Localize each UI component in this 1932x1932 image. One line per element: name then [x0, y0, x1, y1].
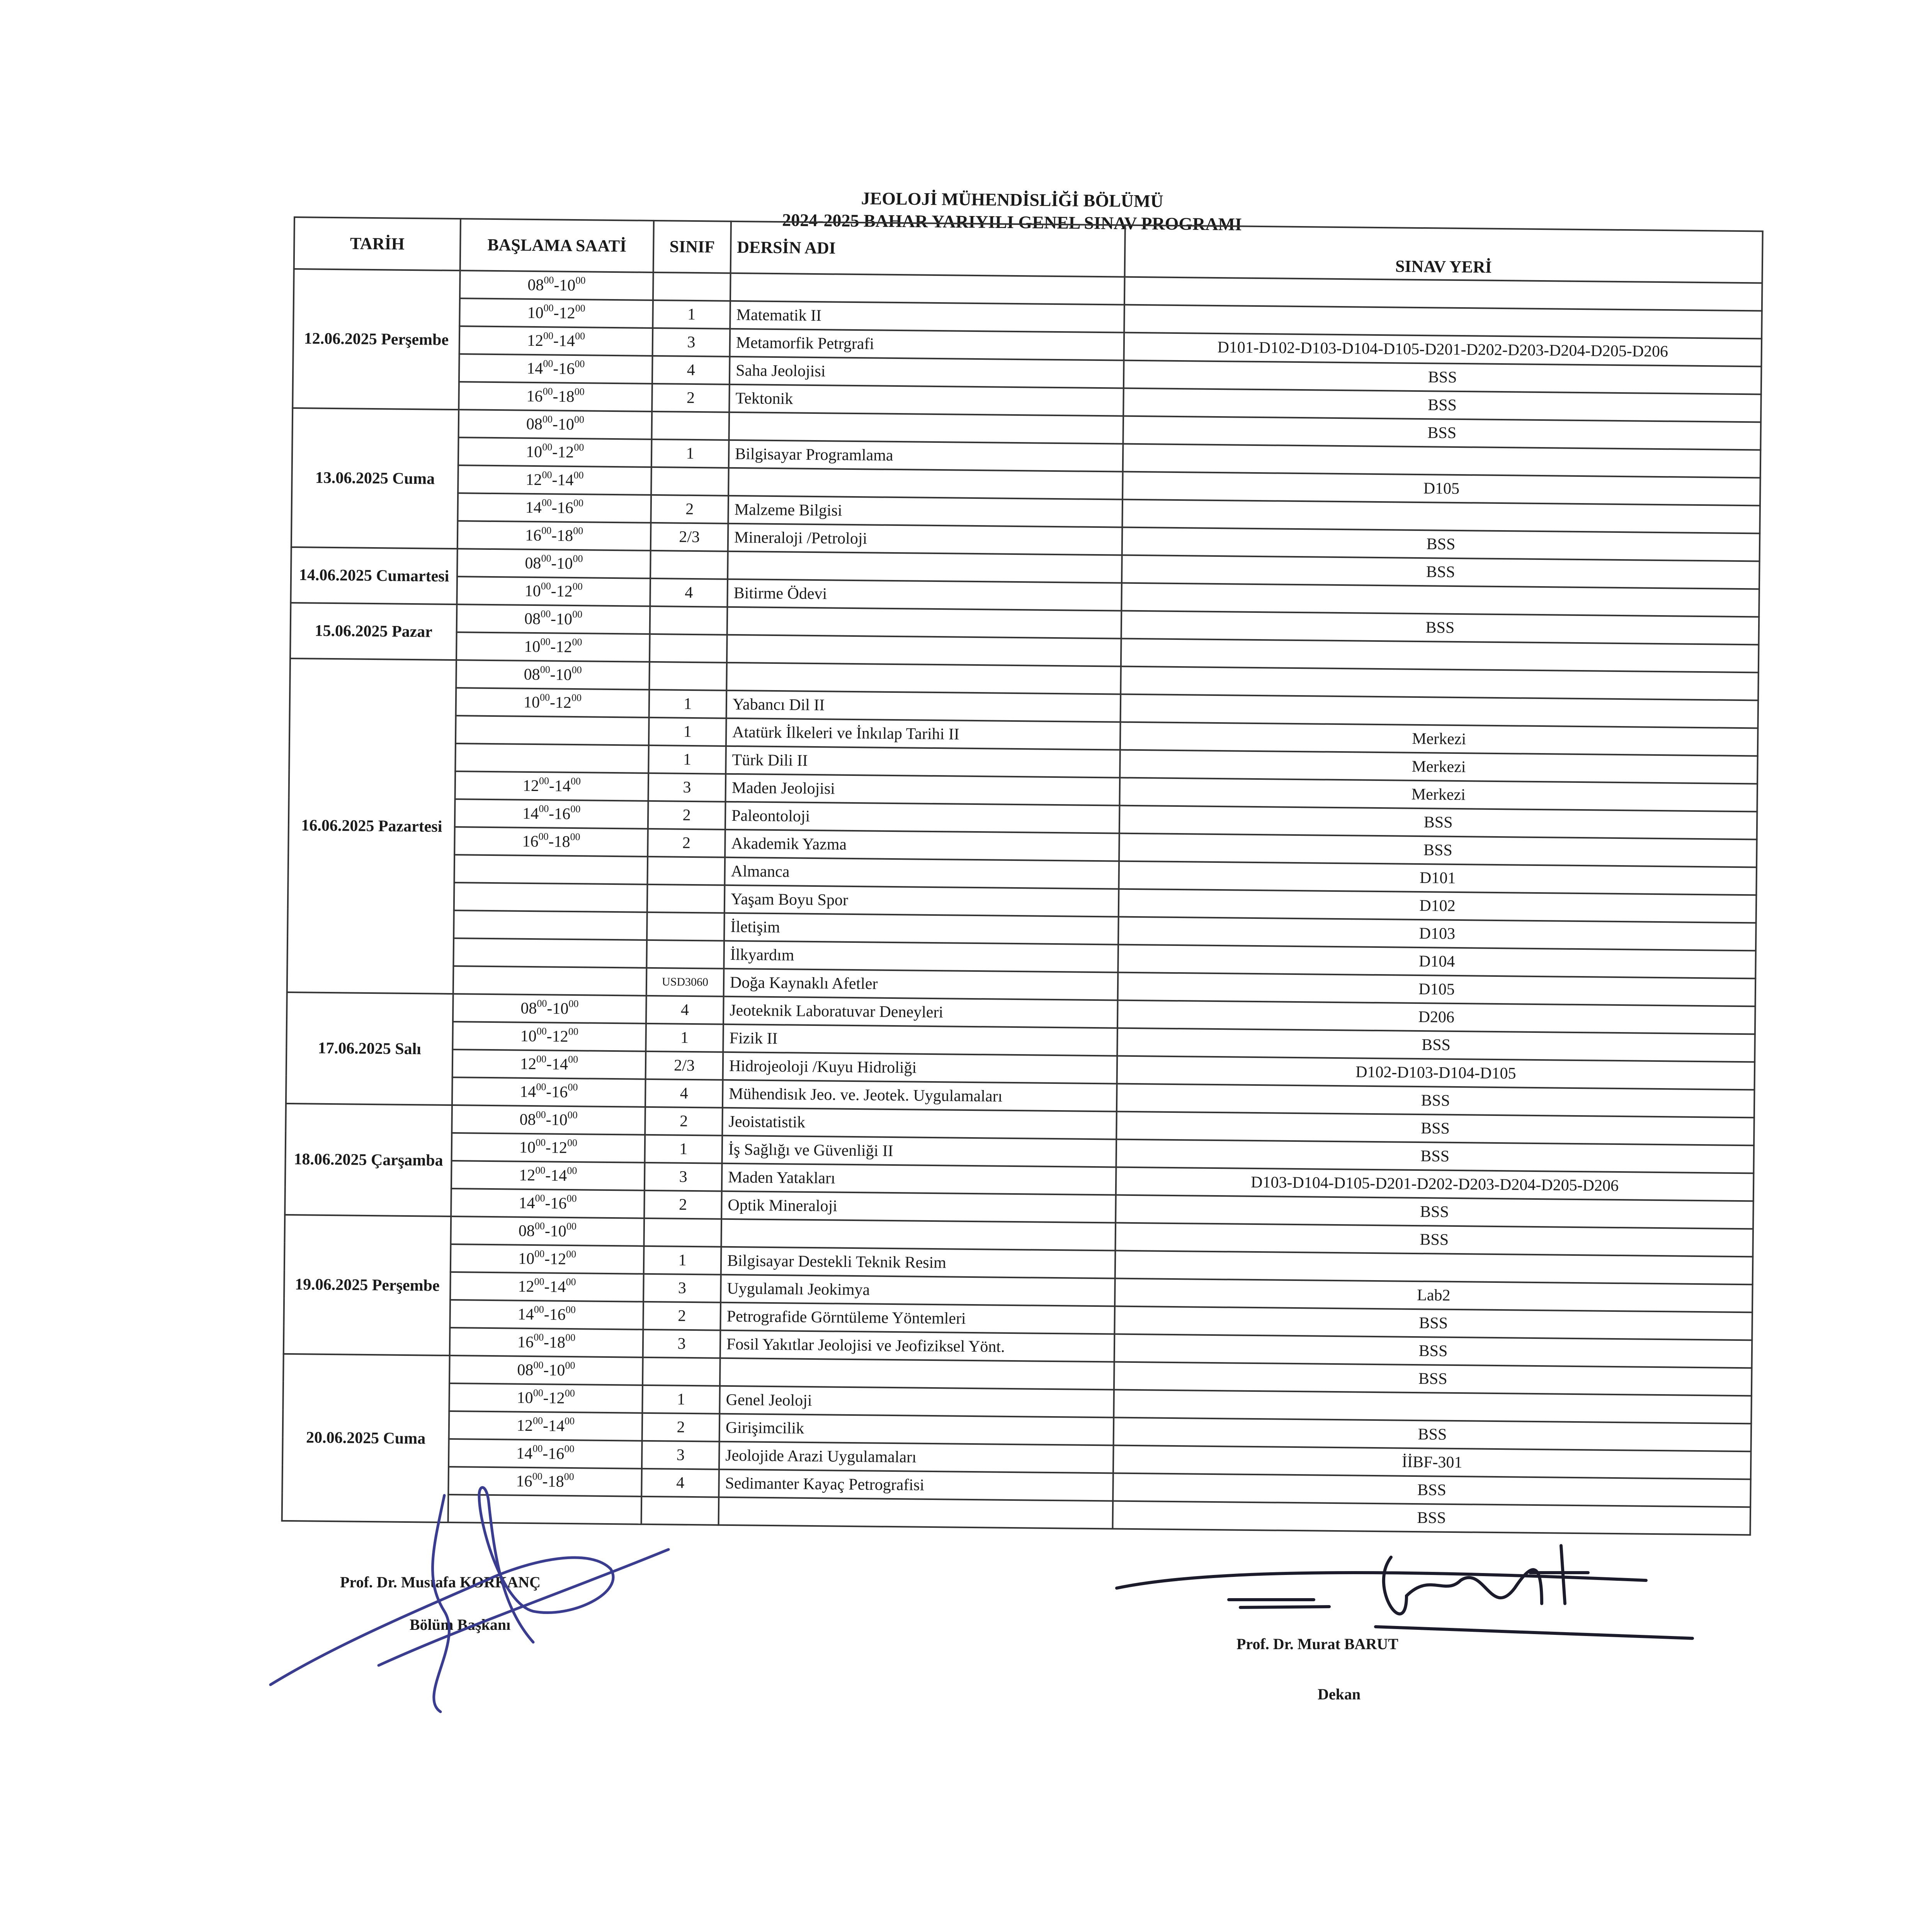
grade-cell [647, 857, 725, 885]
exam-room-cell: D102 [1119, 889, 1757, 923]
grade-cell: 4 [650, 578, 728, 607]
course-cell [728, 551, 1122, 583]
exam-room-cell: D105 [1122, 472, 1760, 506]
signer-name: Prof. Dr. Mustafa KORKANÇ [340, 1573, 541, 1591]
exam-table [281, 216, 1764, 1536]
exam-room-cell: BSS [1115, 1223, 1753, 1257]
grade-cell: 1 [651, 439, 729, 468]
grade-cell [647, 884, 725, 913]
grade-cell: 2/3 [651, 523, 728, 551]
exam-room-cell: BSS [1122, 555, 1760, 589]
course-cell: Akademik Yazma [725, 830, 1119, 861]
start-time-cell: $10^{00}-12^{00}$ [457, 577, 650, 606]
start-time-cell: $08^{00}-10^{00}$ [449, 1355, 643, 1385]
course-cell [728, 468, 1123, 500]
start-time-cell: $10^{00}-12^{00}$ [452, 1133, 645, 1163]
grade-cell: 3 [642, 1441, 719, 1469]
start-time-cell: $14^{00}-16^{00}$ [459, 354, 653, 384]
course-cell: Uygulamalı Jeokimya [721, 1275, 1115, 1306]
course-cell: Hidrojeoloji /Kuyu Hidroliği [723, 1052, 1117, 1084]
grade-cell [643, 1357, 720, 1386]
start-time-cell [455, 743, 649, 773]
start-time-cell: $16^{00}-18^{00}$ [454, 827, 648, 857]
course-cell: Genel Jeoloji [719, 1386, 1114, 1418]
start-time-cell: $08^{00}-10^{00}$ [457, 549, 651, 578]
grade-cell: USD3060 [646, 968, 724, 997]
course-cell: İlkyardım [724, 941, 1118, 973]
course-cell: Maden Jeolojisi [726, 774, 1120, 806]
course-cell: Jeolojide Arazi Uygulamaları [719, 1442, 1114, 1473]
exam-room-cell: D101 [1119, 861, 1757, 895]
schedule-body [282, 269, 1762, 1535]
exam-room-cell: BSS [1119, 806, 1757, 840]
grade-cell: 2 [644, 1190, 722, 1219]
course-cell: Fizik II [723, 1024, 1117, 1056]
course-cell: Tektonik [729, 384, 1124, 416]
column-header-room: SINAV YERİ [1125, 225, 1763, 283]
exam-room-cell: BSS [1112, 1501, 1750, 1535]
grade-cell: 1 [649, 690, 727, 718]
start-time-cell: $12^{00}-14^{00}$ [449, 1411, 643, 1441]
course-cell: Metamorfik Petrgrafi [730, 329, 1124, 361]
start-time-cell: $14^{00}-16^{00}$ [450, 1300, 643, 1330]
exam-room-cell: D101-D102-D103-D104-D105-D201-D202-D203-D204-D205-D206 [1124, 333, 1762, 367]
date-cell: 16.06.2025 Pazartesi [287, 658, 456, 994]
grade-cell: 1 [645, 1135, 723, 1163]
start-time-cell: $08^{00}-10^{00}$ [459, 410, 652, 439]
start-time-cell: $10^{00}-12^{00}$ [449, 1383, 643, 1413]
course-cell: Bitirme Ödevi [727, 579, 1122, 611]
exam-room-cell: D105 [1118, 973, 1756, 1007]
exam-room-cell: Merkezi [1120, 722, 1758, 756]
course-cell: Petrografide Görntüleme Yöntemleri [720, 1303, 1115, 1334]
start-time-cell: $10^{00}-12^{00}$ [456, 688, 650, 718]
grade-cell: 2 [643, 1302, 721, 1330]
course-cell: Paleontoloji [725, 802, 1120, 833]
exam-schedule [281, 216, 1762, 1536]
exam-room-cell: BSS [1116, 1112, 1754, 1146]
grade-cell: 2 [651, 495, 728, 524]
course-cell: Maden Yatakları [722, 1163, 1116, 1195]
grade-cell: 4 [645, 1079, 723, 1108]
grade-cell: 3 [648, 773, 726, 802]
date-cell: 17.06.2025 Salı [286, 992, 453, 1105]
start-time-cell: $12^{00}-14^{00}$ [455, 771, 649, 801]
exam-room-cell: BSS [1123, 416, 1761, 450]
start-time-cell: $10^{00}-12^{00}$ [458, 437, 652, 467]
grade-cell: 1 [646, 1024, 723, 1052]
exam-room-cell: İİBF-301 [1113, 1446, 1751, 1480]
start-time-cell: $16^{00}-18^{00}$ [457, 521, 651, 551]
start-time-cell: $08^{00}-10^{00}$ [456, 660, 650, 690]
course-cell [727, 607, 1122, 639]
start-time-cell: $10^{00}-12^{00}$ [459, 298, 653, 328]
start-time-cell [454, 855, 648, 884]
grade-cell [646, 940, 724, 969]
start-time-cell: $10^{00}-12^{00}$ [451, 1244, 644, 1274]
exam-room-cell: BSS [1116, 1139, 1754, 1173]
grade-cell: 2 [648, 829, 725, 857]
signer-name: Prof. Dr. Murat BARUT [1236, 1635, 1398, 1653]
start-time-cell [453, 938, 647, 968]
grade-cell: 2 [645, 1107, 723, 1136]
course-cell: Atatürk İlkeleri ve İnkılap Tarihi II [726, 718, 1121, 750]
start-time-cell: $14^{00}-16^{00}$ [455, 799, 648, 829]
exam-room-cell: BSS [1113, 1473, 1751, 1507]
grade-cell [649, 662, 727, 690]
grade-cell: 4 [646, 996, 724, 1024]
start-time-cell: $14^{00}-16^{00}$ [449, 1439, 642, 1469]
start-time-cell: $12^{00}-14^{00}$ [458, 465, 651, 495]
date-cell: 13.06.2025 Cuma [291, 408, 459, 549]
exam-room-cell: BSS [1123, 388, 1761, 422]
start-time-cell: $12^{00}-14^{00}$ [450, 1272, 644, 1302]
grade-cell: 4 [652, 356, 730, 384]
start-time-cell: $08^{00}-10^{00}$ [457, 604, 650, 634]
start-time-cell: $14^{00}-16^{00}$ [457, 493, 651, 523]
start-time-cell: $16^{00}-18^{00}$ [448, 1467, 642, 1497]
exam-room-cell: BSS [1117, 1084, 1755, 1118]
course-cell: Türk Dili II [726, 746, 1120, 778]
course-cell: Bilgisayar Destekli Teknik Resim [721, 1247, 1116, 1279]
exam-room-cell: D103-D104-D105-D201-D202-D203-D204-D205-D206 [1116, 1167, 1754, 1201]
course-cell: Mühendisık Jeo. ve. Jeotek. Uygulamaları [723, 1080, 1117, 1112]
course-cell: Matematik II [730, 301, 1124, 333]
start-time-cell: $12^{00}-14^{00}$ [451, 1161, 645, 1190]
exam-room-cell: D102-D103-D104-D105 [1117, 1056, 1755, 1090]
grade-cell: 2 [652, 384, 730, 412]
exam-room-cell: BSS [1121, 611, 1759, 645]
course-cell: Girişimcilik [719, 1414, 1114, 1446]
grade-cell [650, 551, 728, 579]
course-cell [720, 1358, 1114, 1390]
course-cell: Malzeme Bilgisi [728, 496, 1122, 527]
exam-room-cell: BSS [1117, 1028, 1755, 1062]
start-time-cell: $08^{00}-10^{00}$ [451, 1216, 644, 1246]
grade-cell [650, 634, 727, 663]
start-time-cell: $08^{00}-10^{00}$ [452, 1105, 645, 1135]
signer-role: Bölüm Başkanı [410, 1616, 511, 1633]
start-time-cell: $16^{00}-18^{00}$ [450, 1328, 643, 1357]
start-time-cell: $16^{00}-18^{00}$ [459, 382, 652, 412]
grade-cell: 3 [643, 1274, 721, 1303]
course-cell [721, 1219, 1116, 1251]
grade-cell [653, 272, 731, 301]
grade-cell [647, 912, 724, 941]
start-time-cell [453, 966, 647, 996]
grade-cell: 1 [653, 300, 730, 329]
course-cell [726, 663, 1121, 694]
grade-cell: 4 [641, 1469, 719, 1497]
grade-cell [650, 606, 728, 635]
department-name: JEOLOJİ MÜHENDİSLİĞİ BÖLÜMÜ [861, 188, 1163, 211]
grade-cell: 3 [643, 1330, 721, 1358]
grade-cell: 1 [649, 718, 726, 746]
exam-room-cell: BSS [1119, 833, 1757, 867]
grade-cell [652, 412, 730, 440]
course-cell [719, 1497, 1113, 1529]
grade-cell: 3 [645, 1163, 722, 1191]
exam-room-cell: BSS [1114, 1418, 1752, 1452]
exam-room-cell: BSS [1124, 361, 1762, 395]
course-cell [729, 412, 1123, 444]
start-time-cell: $14^{00}-16^{00}$ [451, 1189, 645, 1218]
grade-cell: 3 [653, 328, 730, 357]
exam-room-cell: Lab2 [1115, 1279, 1753, 1313]
date-cell: 12.06.2025 Perşembe [293, 269, 460, 410]
exam-room-cell: BSS [1114, 1306, 1752, 1340]
course-cell: Almanca [724, 857, 1119, 889]
start-time-cell: $14^{00}-16^{00}$ [452, 1077, 646, 1107]
signer-role: Dekan [1318, 1685, 1361, 1703]
date-cell: 20.06.2025 Cuma [282, 1354, 450, 1522]
exam-room-cell: Merkezi [1119, 778, 1757, 812]
exam-room-cell: BSS [1114, 1334, 1752, 1368]
start-time-cell [454, 883, 648, 912]
start-time-cell: $10^{00}-12^{00}$ [452, 1022, 646, 1051]
handwritten-signature-left [263, 1480, 726, 1719]
column-header-grade: SINIF [653, 221, 731, 273]
course-cell: Fosil Yakıtlar Jeolojisi ve Jeofiziksel Yönt. [720, 1330, 1115, 1362]
course-cell: Sedimanter Kayaç Petrografisi [719, 1469, 1113, 1501]
exam-room-cell: BSS [1122, 527, 1760, 561]
grade-cell: 2/3 [646, 1051, 723, 1080]
date-cell: 18.06.2025 Çarşamba [285, 1104, 452, 1216]
grade-cell [651, 467, 729, 496]
course-cell [730, 273, 1125, 305]
start-time-cell: $08^{00}-10^{00}$ [453, 994, 646, 1024]
exam-room-cell: D206 [1117, 1000, 1755, 1034]
start-time-cell [456, 716, 649, 745]
grade-cell: 1 [642, 1385, 720, 1414]
start-time-cell: $08^{00}-10^{00}$ [460, 270, 653, 300]
course-cell: Bilgisayar Programlama [729, 440, 1123, 472]
handwritten-signature-right [1113, 1542, 1700, 1658]
course-cell: Saha Jeolojisi [730, 357, 1124, 388]
grade-cell: 2 [648, 801, 726, 830]
schedule-title: 2024-2025 BAHAR YARIYILI GENEL SINAV PROGRAMI [782, 210, 1242, 234]
start-time-cell: $10^{00}-12^{00}$ [456, 632, 650, 662]
grade-cell [644, 1218, 721, 1247]
course-cell: Doğa Kaynaklı Afetler [724, 969, 1118, 1000]
exam-room-cell: BSS [1116, 1195, 1753, 1229]
course-cell: Yabancı Dil II [726, 690, 1121, 722]
date-cell: 15.06.2025 Pazar [290, 603, 457, 660]
date-cell: 19.06.2025 Perşembe [284, 1215, 451, 1355]
column-header-course: DERSİN ADI [731, 221, 1125, 277]
course-cell: Optik Mineraloji [721, 1191, 1116, 1223]
exam-room-cell: Merkezi [1120, 750, 1758, 784]
grade-cell: 1 [644, 1246, 721, 1275]
start-time-cell: $12^{00}-14^{00}$ [459, 326, 653, 356]
date-cell: 14.06.2025 Cumartesi [291, 547, 457, 604]
start-time-cell: $12^{00}-14^{00}$ [452, 1049, 646, 1079]
exam-room-cell: BSS [1114, 1362, 1752, 1396]
course-cell: Mineraloji /Petroloji [728, 524, 1122, 555]
exam-room-cell: D104 [1118, 945, 1756, 979]
grade-cell: 2 [642, 1413, 720, 1442]
column-header-date: TARİH [294, 217, 461, 270]
course-cell: Jeoistatistik [722, 1108, 1117, 1139]
column-header-time: BAŞLAMA SAATİ [460, 219, 654, 272]
exam-room-cell: D103 [1118, 917, 1756, 951]
course-cell: Yaşam Boyu Spor [724, 885, 1119, 917]
grade-cell: 1 [648, 745, 726, 774]
course-cell: İletişim [724, 913, 1119, 945]
course-cell: Jeoteknik Laboratuvar Deneyleri [723, 997, 1118, 1028]
course-cell: İş Sağlığı ve Güvenliği II [722, 1136, 1117, 1167]
start-time-cell [454, 910, 647, 940]
course-cell [727, 635, 1121, 667]
